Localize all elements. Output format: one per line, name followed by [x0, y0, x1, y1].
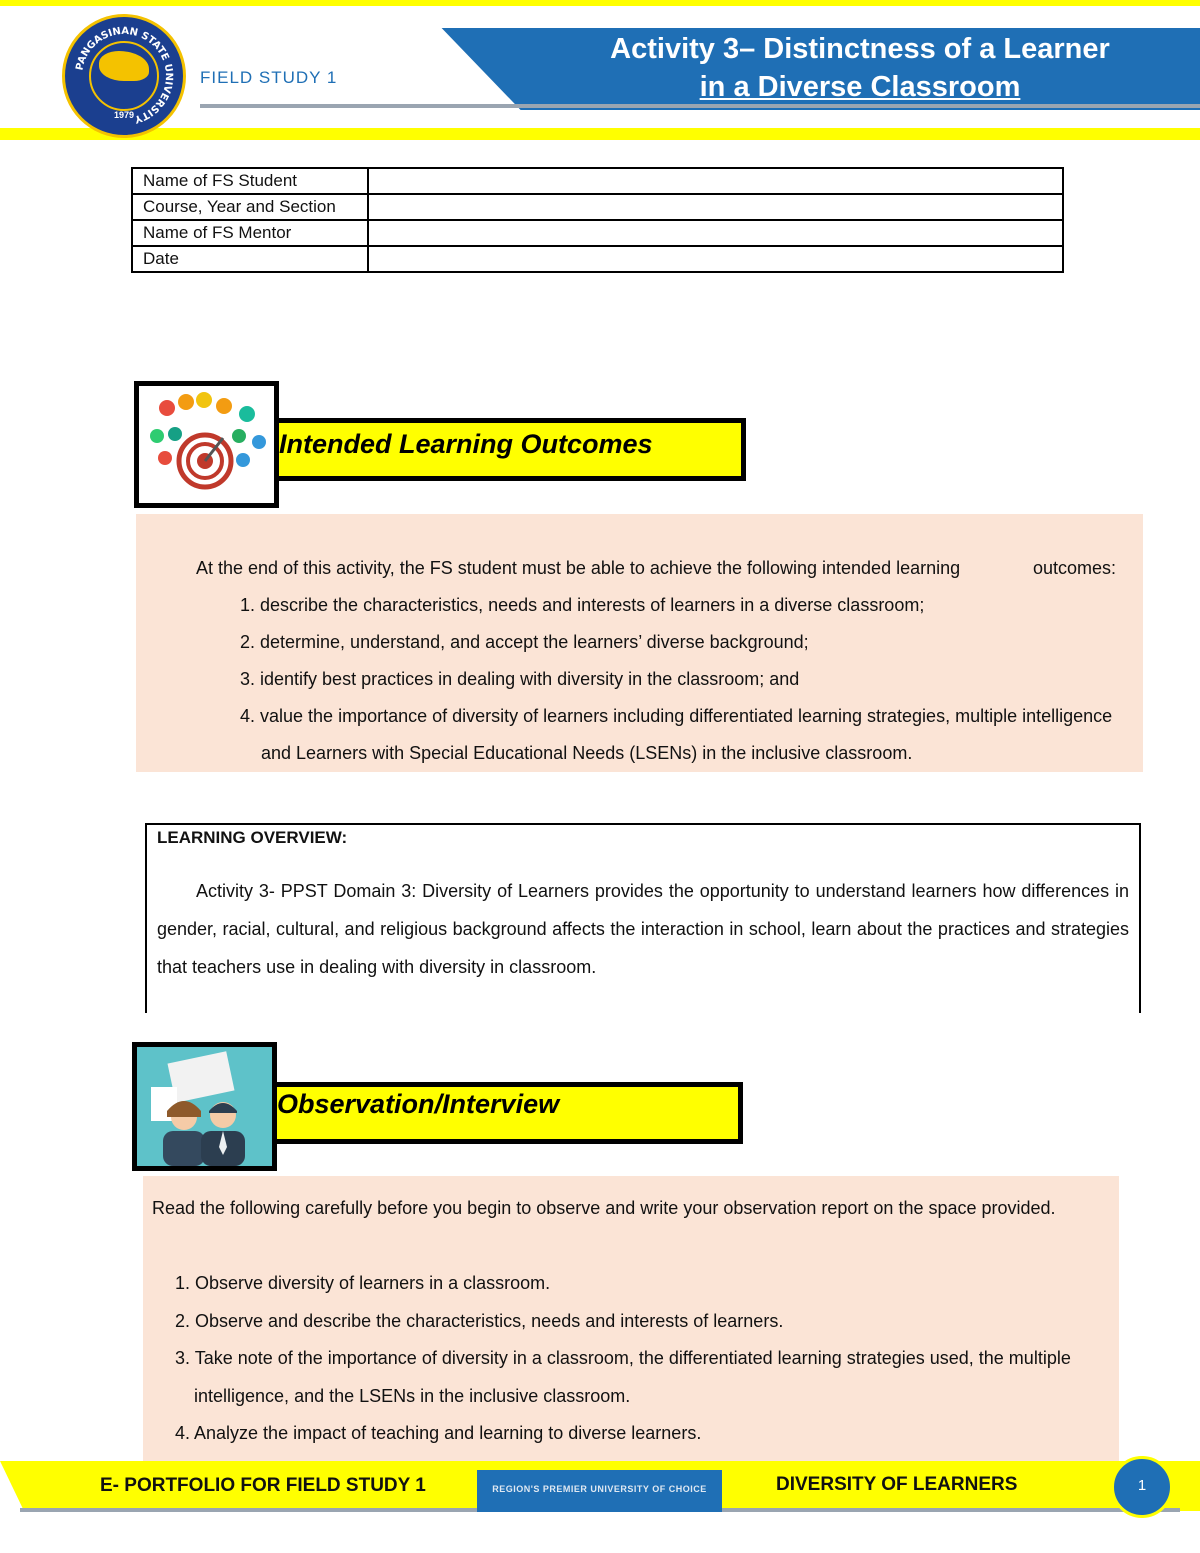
- seal-year: 1979: [113, 110, 135, 120]
- row-label: Course, Year and Section: [132, 194, 368, 220]
- student-info-table: [131, 167, 1064, 273]
- ilo-title-box: [268, 418, 746, 481]
- title-line-1: Activity 3– Distinctness of a Learner: [610, 33, 1110, 65]
- title-line-2: in a Diverse Classroom: [699, 71, 1021, 103]
- list-item: 1. Observe diversity of learners in a classroom.: [175, 1273, 551, 1293]
- student-name-field[interactable]: [368, 168, 1063, 194]
- table-row: [132, 194, 1063, 220]
- observation-title-box: [266, 1082, 743, 1144]
- table-row: [132, 220, 1063, 246]
- table-row: [132, 246, 1063, 272]
- footer-right-label: DIVERSITY OF LEARNERS: [776, 1474, 1018, 1495]
- observation-icon-box: [132, 1042, 277, 1171]
- overview-heading: LEARNING OVERVIEW:: [157, 828, 348, 847]
- date-field[interactable]: [368, 246, 1063, 272]
- list-item: intelligence, and the LSENs in the inclusive classroom.: [194, 1386, 631, 1406]
- list-item: 2. Observe and describe the characteristics, needs and interests of learners.: [175, 1311, 784, 1331]
- course-year-section-field[interactable]: [368, 194, 1063, 220]
- ilo-intro: At the end of this activity, the FS student must be able to achieve the following intended learning: [196, 558, 961, 578]
- table-row: [132, 168, 1063, 194]
- row-label: Date: [132, 246, 368, 272]
- university-seal-logo: [62, 14, 186, 138]
- list-item: 4. Analyze the impact of teaching and learning to diverse learners.: [175, 1423, 702, 1443]
- ilo-icon-box: [134, 381, 279, 508]
- footer-left-label: E- PORTFOLIO FOR FIELD STUDY 1: [100, 1475, 426, 1496]
- target-icon: [139, 386, 274, 503]
- ilo-title: Intended Learning Outcomes: [279, 429, 653, 459]
- list-item: and Learners with Special Educational Needs (LSENs) in the inclusive classroom.: [261, 743, 913, 763]
- footer-center-label: REGION'S PREMIER UNIVERSITY OF CHOICE: [492, 1484, 707, 1494]
- mentor-name-field[interactable]: [368, 220, 1063, 246]
- course-label: FIELD STUDY 1: [200, 68, 338, 87]
- page-title: [560, 30, 1160, 106]
- interview-icon: [137, 1047, 272, 1166]
- list-item: 2. determine, understand, and accept the learners’ diverse background;: [240, 632, 809, 652]
- overview-text: Activity 3- PPST Domain 3: Diversity of Learners provides the opportunity to understand learners how differences in gender, racial, cultural, and religious background affects the interaction in school, learn about the practices and strategies that teachers use in dealing with diversity in classroom.: [157, 881, 1129, 977]
- ilo-intro-tail: outcomes:: [1033, 558, 1117, 578]
- row-label: Name of FS Student: [132, 168, 368, 194]
- list-item: 4. value the importance of diversity of learners including differentiated learning strategies, multiple intelligence: [240, 706, 1113, 726]
- row-label: Name of FS Mentor: [132, 220, 368, 246]
- list-item: 3. Take note of the importance of diversity in a classroom, the differentiated learning strategies used, the multiple: [175, 1348, 1071, 1368]
- list-item: 3. identify best practices in dealing with diversity in the classroom; and: [240, 669, 800, 689]
- observation-title: Observation/Interview: [277, 1089, 560, 1119]
- observation-intro: Read the following carefully before you begin to observe and write your observation report on the space provided.: [152, 1198, 1056, 1218]
- page-number: 1: [1137, 1477, 1147, 1494]
- list-item: 1. describe the characteristics, needs and interests of learners in a diverse classroom;: [240, 595, 925, 615]
- svg-text:PANGASINAN STATE UNIVERSITY: PANGASINAN STATE UNIVERSITY: [74, 25, 175, 125]
